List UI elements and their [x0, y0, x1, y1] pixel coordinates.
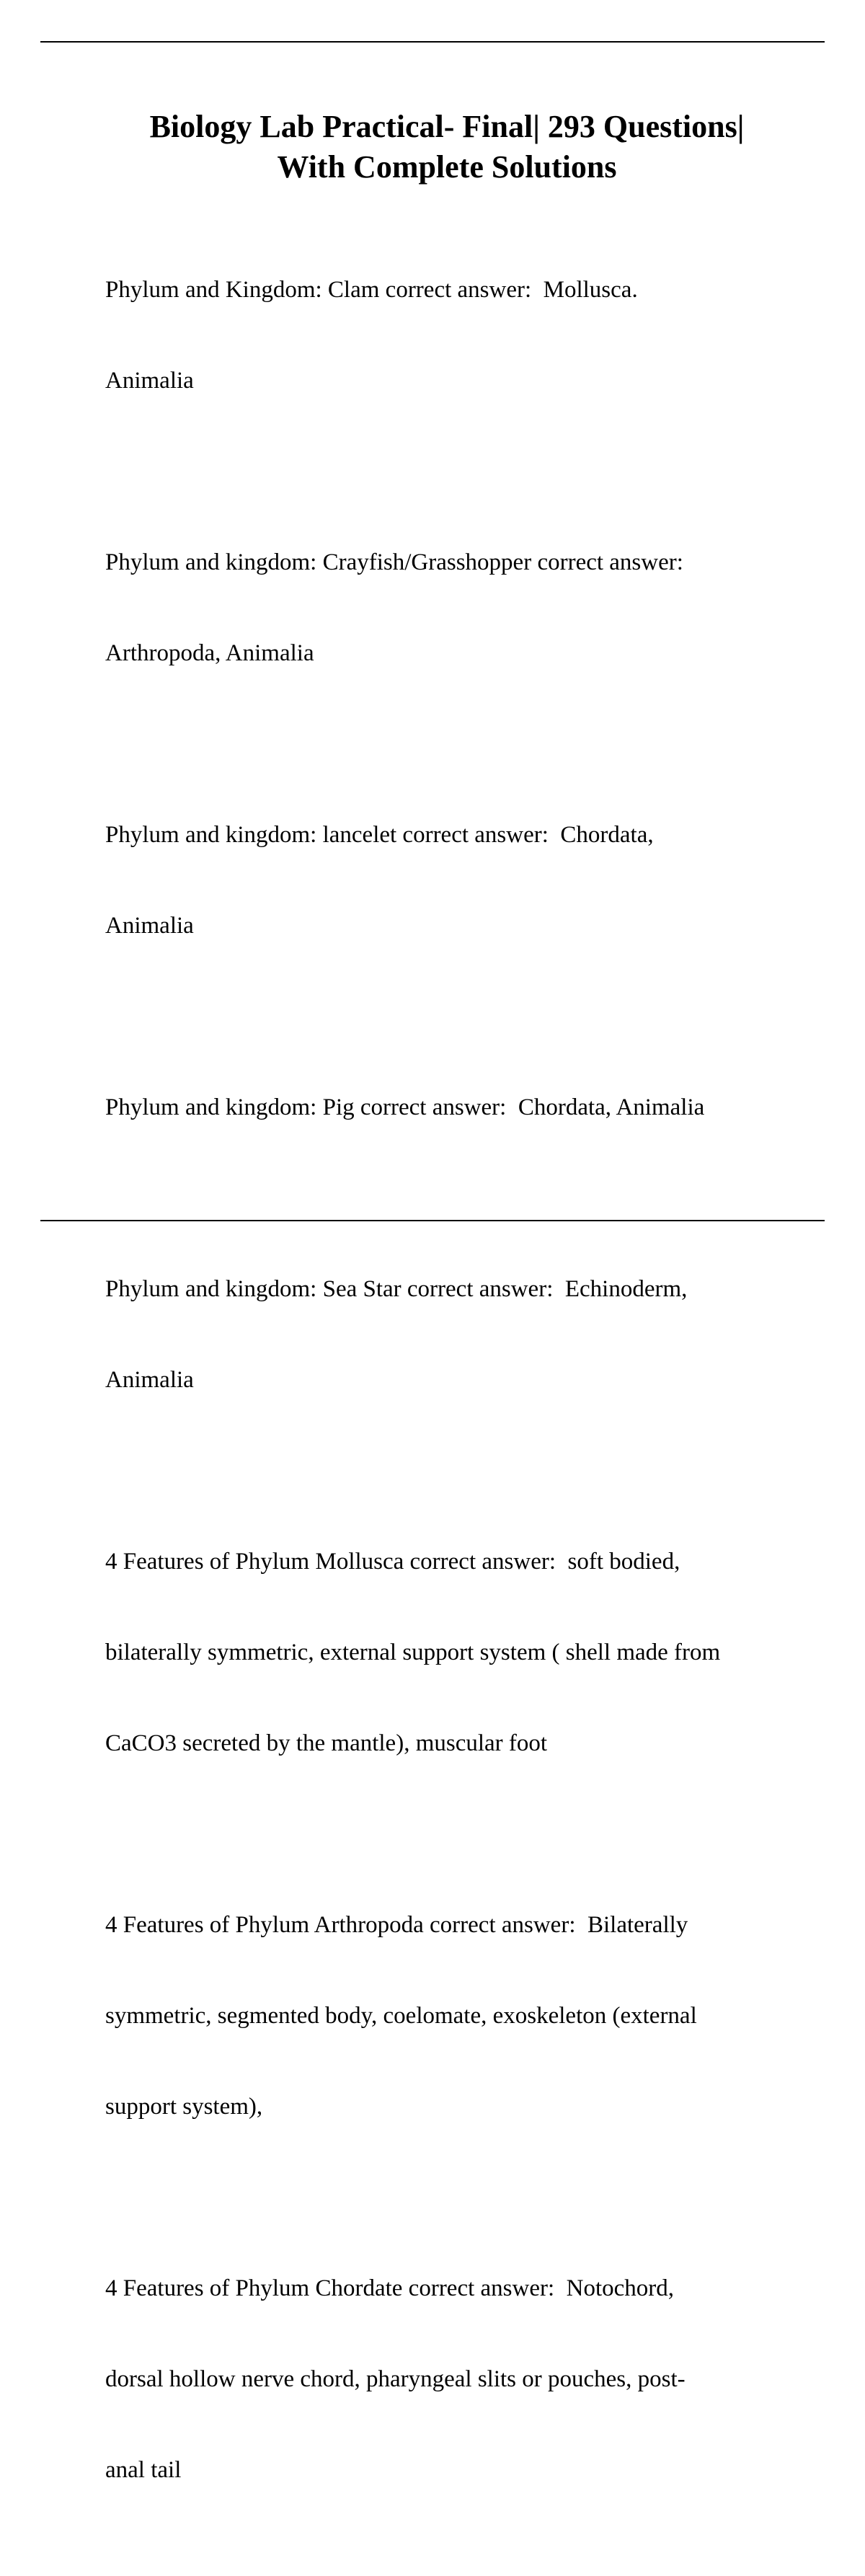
- entry-line: Animalia: [105, 368, 194, 394]
- question-entry-chordate-features: [105, 2213, 826, 2546]
- entry-line: 4 Features of Phylum Arthropoda correct answer: Bilaterally: [105, 1912, 688, 1938]
- entry-line: Arthropoda, Animalia: [105, 640, 314, 666]
- question-entry-clam: [105, 214, 826, 456]
- entry-line: Phylum and kingdom: lancelet correct answer: Chordata,: [105, 822, 654, 848]
- entry-line: Phylum and kingdom: Sea Star correct answer: Echinoderm,: [105, 1276, 688, 1302]
- entry-line: 4 Features of Phylum Chordate correct answer: Notochord,: [105, 2275, 675, 2301]
- entry-line: Animalia: [105, 1367, 194, 1393]
- question-entry-pig: [105, 1032, 826, 1183]
- question-entry-crayfish: [105, 487, 826, 729]
- entry-line: support system),: [105, 2094, 263, 2120]
- entry-line: Animalia: [105, 913, 194, 939]
- entry-line: dorsal hollow nerve chord, pharyngeal slits or pouches, post-: [105, 2366, 686, 2392]
- document-title: [72, 107, 822, 187]
- entry-line: Phylum and kingdom: Crayfish/Grasshopper correct answer:: [105, 549, 683, 575]
- question-list: [105, 214, 826, 2576]
- entry-line: anal tail: [105, 2457, 182, 2483]
- top-rule: [40, 41, 825, 43]
- entry-line: 4 Features of Phylum Mollusca correct answer: soft bodied,: [105, 1549, 680, 1575]
- question-entry-lancelet: [105, 759, 826, 1001]
- bottom-rule: [40, 1220, 825, 1221]
- title-line: Biology Lab Practical- Final| 293 Questions|: [149, 109, 745, 144]
- entry-line: symmetric, segmented body, coelomate, exoskeleton (external: [105, 2003, 697, 2029]
- entry-line: bilaterally symmetric, external support system ( shell made from: [105, 1639, 721, 1665]
- entry-line: Phylum and kingdom: Pig correct answer: Chordata, Animalia: [105, 1094, 705, 1120]
- entry-line: Phylum and Kingdom: Clam correct answer: Mollusca.: [105, 277, 638, 303]
- question-entry-arthropoda-features: [105, 1849, 826, 2182]
- title-line: With Complete Solutions: [277, 149, 617, 185]
- entry-line: CaCO3 secreted by the mantle), muscular foot: [105, 1730, 548, 1756]
- question-entry-mollusca-features: [105, 1486, 826, 1819]
- question-entry-sea-star: [105, 1213, 826, 1456]
